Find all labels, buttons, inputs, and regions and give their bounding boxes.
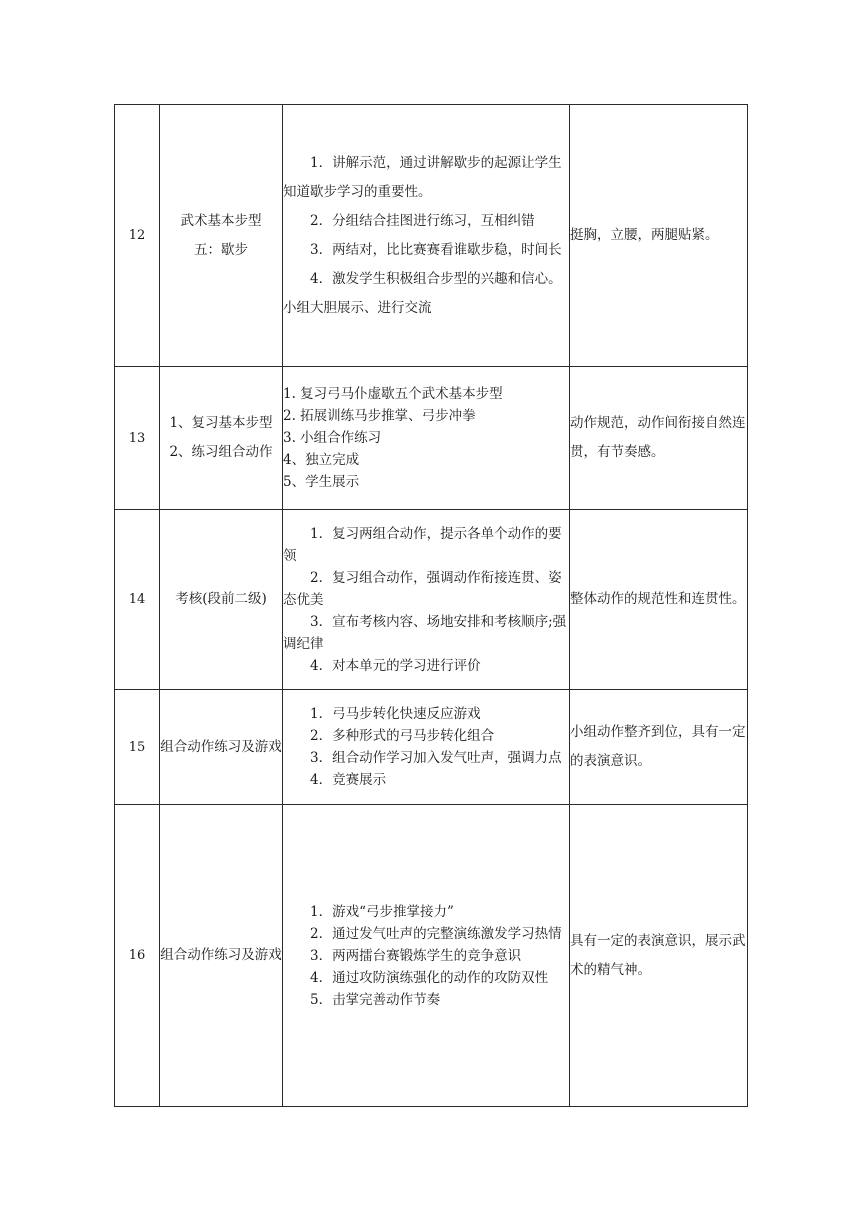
- lesson-plan-table: [114, 104, 748, 1107]
- lesson-steps: [283, 367, 570, 510]
- topic-line: 组合动作练习及游戏: [160, 738, 282, 755]
- step-item: 5．击掌完善动作节奏: [310, 991, 441, 1008]
- table-row: [115, 105, 748, 367]
- step-item: 4．竞赛展示: [310, 772, 387, 788]
- lesson-steps: [283, 105, 570, 367]
- step-item: 2．分组结合挂图进行练习，互相纠错: [310, 212, 535, 229]
- lesson-number: 16: [115, 805, 160, 1107]
- step-item: 1．复习两组合动作，提示各单个动作的要领: [283, 525, 562, 564]
- step-item: 3．两结对，比比赛赛看谁歇步稳，时间长: [310, 241, 562, 258]
- lesson-number: 13: [115, 367, 160, 510]
- step-item: 2．通过发气吐声的完整演练激发学习热情: [310, 925, 562, 942]
- step-item: 5、学生展示: [283, 474, 360, 490]
- lesson-number: 12: [115, 105, 160, 367]
- lesson-notes: 具有一定的表演意识，展示武术的精气神。: [570, 805, 748, 1107]
- table-row: [115, 690, 748, 805]
- lesson-number: 15: [115, 690, 160, 805]
- lesson-topic: [160, 805, 283, 1107]
- step-item: 3．宣布考核内容、场地安排和考核顺序;强调纪律: [283, 613, 567, 652]
- table-row: [115, 805, 748, 1107]
- lesson-notes: 整体动作的规范性和连贯性。: [570, 510, 748, 690]
- step-item: 1．游戏“弓步推掌接力”: [310, 903, 454, 920]
- step-item: 4．激发学生积极组合步型的兴趣和信心。: [310, 270, 562, 287]
- step-item: 3. 小组合作练习: [283, 430, 382, 446]
- lesson-topic: [160, 690, 283, 805]
- topic-line: 考核(段前二级): [175, 591, 267, 607]
- lesson-notes: 挺胸，立腰，两腿贴紧。: [570, 105, 748, 367]
- lesson-topic: [160, 105, 283, 367]
- topic-line: 组合动作练习及游戏: [160, 947, 282, 963]
- step-item: 2．多种形式的弓马步转化组合: [310, 728, 495, 744]
- step-item: 2．复习组合动作，强调动作衔接连贯、姿态优美: [283, 569, 562, 608]
- step-item: 1. 复习弓马仆虚歇五个武术基本步型: [283, 386, 503, 402]
- step-item: 4．通过攻防演练强化的动作的攻防双性: [310, 969, 549, 986]
- lesson-steps: [283, 510, 570, 690]
- topic-line: 2、练习组合动作: [169, 444, 273, 460]
- lesson-notes: 动作规范，动作间衔接自然连贯，有节奏感。: [570, 367, 748, 510]
- step-item: 1．讲解示范，通过讲解歇步的起源让学生知道歇步学习的重要性。: [283, 154, 562, 200]
- topic-line: 五：歇步: [194, 241, 248, 258]
- step-item: 3．两两擂台赛锻炼学生的竞争意识: [310, 947, 522, 964]
- step-item: 4、独立完成: [283, 452, 360, 468]
- step-item: 2. 拓展训练马步推掌、弓步冲拳: [283, 408, 476, 424]
- step-item: 4．对本单元的学习进行评价: [310, 657, 481, 674]
- step-item: 1．弓马步转化快速反应游戏: [310, 706, 481, 722]
- lesson-notes: 小组动作整齐到位，具有一定的表演意识。: [570, 690, 748, 805]
- lesson-steps: [283, 805, 570, 1107]
- lesson-number: 14: [115, 510, 160, 690]
- topic-line: 武术基本步型: [180, 212, 262, 229]
- lesson-steps: [283, 690, 570, 805]
- topic-line: 1、复习基本步型: [169, 415, 273, 431]
- step-item: 3．组合动作学习加入发气吐声，强调力点: [310, 750, 562, 766]
- lesson-topic: [160, 510, 283, 690]
- table-row: [115, 510, 748, 690]
- table-row: [115, 367, 748, 510]
- lesson-topic: [160, 367, 283, 510]
- step-tail: 小组大胆展示、进行交流: [283, 299, 432, 316]
